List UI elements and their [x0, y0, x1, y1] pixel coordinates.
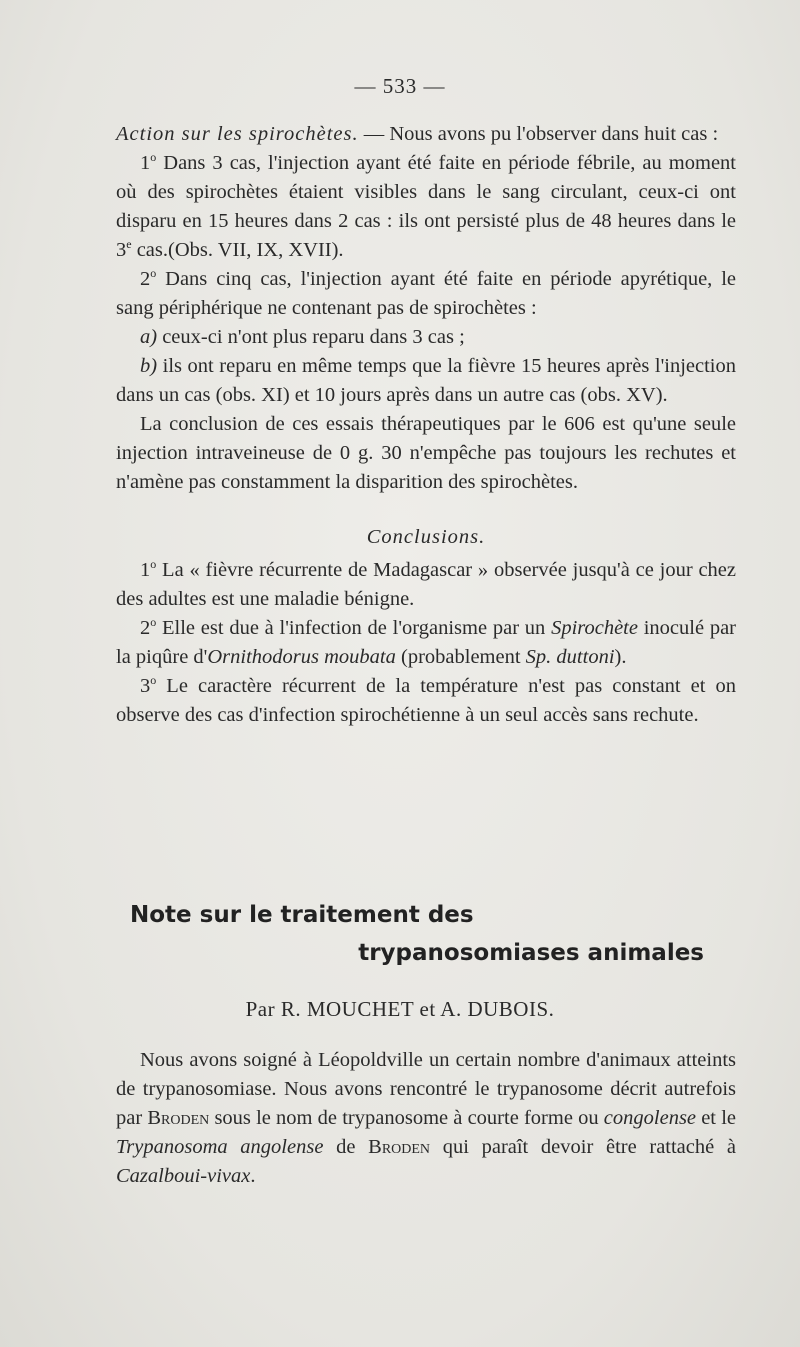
conclusion-1 — [116, 556, 736, 614]
sub-item-b — [116, 352, 736, 410]
author-name: Broden — [147, 1107, 210, 1129]
article-title-line-1: Note sur le traitement des — [130, 902, 474, 928]
sub-item-label: a) — [140, 326, 158, 348]
paragraph-text: La « fièvre récurrente de Madagascar » observée jusqu'à ce jour chez des adultes est une maladie bénigne. — [116, 559, 736, 610]
paragraph-text: Dans cinq cas, l'injection ayant été faite en période apyrétique, le sang périphérique ne contenant pas de spirochètes : — [116, 268, 736, 319]
action-heading-paragraph — [116, 120, 736, 149]
item-number: 2 — [140, 268, 151, 290]
ordinal-sup: o — [150, 673, 157, 688]
sub-item-text: ceux-ci n'ont plus reparu dans 3 cas ; — [157, 326, 465, 348]
conclusions-heading: Conclusions. — [366, 526, 486, 548]
ordinal-sup: o — [150, 615, 157, 630]
paragraph-text: et le — [696, 1107, 736, 1129]
item-number: 3 — [140, 675, 151, 697]
paragraph-text: . — [250, 1165, 256, 1187]
sub-item-label: b) — [140, 355, 158, 377]
article-title-line-2: trypanosomiases animales — [358, 940, 704, 966]
paragraph-2 — [116, 265, 736, 323]
action-section — [116, 120, 736, 730]
italic-term: Trypanosoma angolense — [116, 1136, 324, 1158]
paragraph-text: Nous avons soigné à Léopoldville un certain nombre d'animaux atteints de trypanosomiase. Nous avons rencontré le trypanosome décrit autrefois par — [116, 1049, 736, 1129]
conclusion-2 — [116, 614, 736, 672]
paragraph-text: Elle est due à l'infection de l'organisme par un — [156, 617, 552, 639]
paragraph-text: qui paraît devoir être rattaché à — [430, 1136, 737, 1158]
article-authors: Par R. MOUCHET et A. DUBOIS. — [245, 997, 555, 1021]
italic-term: Ornithodorus moubata — [207, 646, 396, 668]
sub-item-a — [116, 323, 736, 352]
italic-term: congolense — [603, 1107, 697, 1129]
sub-item-text: ils ont reparu en même temps que la fièvre 15 heures après l'injection dans un cas (obs. XI) et 10 jours après dans un autre cas (obs. XV). — [116, 355, 736, 406]
ordinal-sup: o — [150, 266, 157, 281]
article-intro — [116, 1046, 736, 1191]
ordinal-sup: e — [126, 237, 132, 252]
italic-term: Sp. duttoni — [525, 646, 615, 668]
italic-term: Cazalboui-vivax — [116, 1165, 251, 1187]
author-name: Broden — [368, 1136, 431, 1158]
conclusion-paragraph: La conclusion de ces essais thérapeutiques par le 606 est qu'une seule injection intraveineuse de 0 g. 30 n'empêche pas toujours les rechutes et n'amène pas constamment la disparition des spirochètes. — [116, 413, 736, 493]
item-number: 2 — [140, 617, 151, 639]
paragraph-text: cas.(Obs. VII, IX, XVII). — [131, 239, 344, 261]
paragraph-text: sous le nom de trypanosome à courte forme ou — [209, 1107, 604, 1129]
ordinal-sup: o — [150, 557, 157, 572]
conclusion-3 — [116, 672, 736, 730]
page-number: — 533 — — [354, 74, 446, 98]
paragraph-text: Le caractère récurrent de la température n'est pas constant et on observe des cas d'infection spirochétienne à un seul accès sans rechute. — [116, 675, 736, 726]
paragraph-text: ). — [614, 646, 627, 668]
paragraph-text: (probablement — [395, 646, 526, 668]
italic-term: Spirochète — [551, 617, 638, 639]
item-number: 1 — [140, 559, 151, 581]
ordinal-sup: o — [150, 150, 157, 165]
intro-paragraph — [116, 1046, 736, 1191]
paragraph-text: Dans 3 cas, l'injection ayant été faite en période fébrile, au moment où des spirochètes étaient visibles dans le sang circulant, ceux-ci ont disparu en 15 heures dans 2 cas : ils ont persisté plus de 48 heures dans le 3 — [116, 152, 736, 261]
item-number: 1 — [140, 152, 151, 174]
paragraph-1 — [116, 149, 736, 265]
heading-rest: — Nous avons pu l'observer dans huit cas : — [358, 123, 719, 145]
section-heading: Action sur les spirochètes. — [116, 123, 359, 145]
paragraph-text: de — [323, 1136, 369, 1158]
paragraph-text: inoculé par la piqûre d' — [116, 617, 737, 668]
